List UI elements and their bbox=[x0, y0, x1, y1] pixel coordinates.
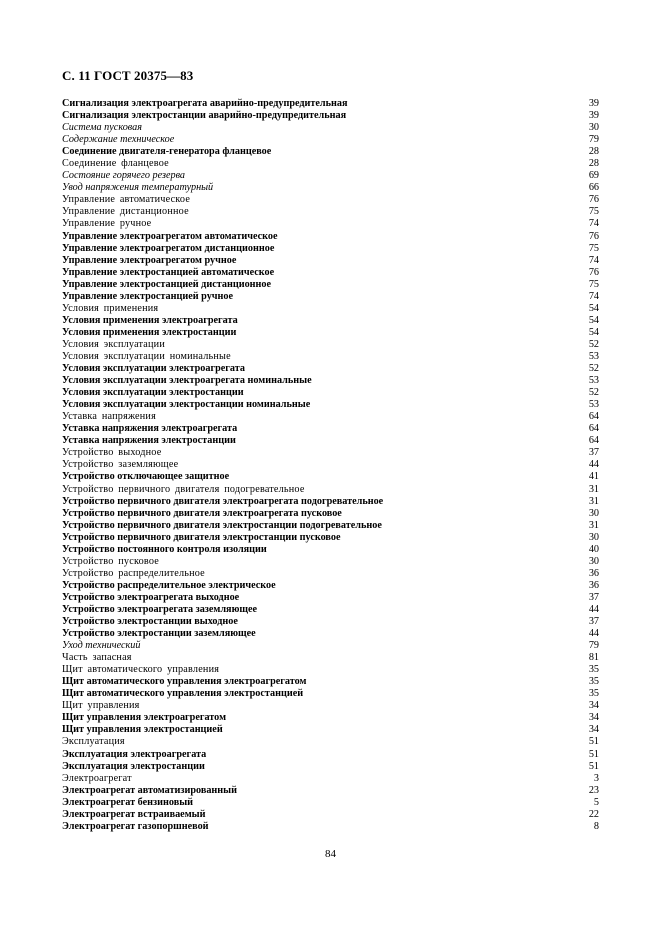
index-entry bbox=[62, 484, 599, 496]
index-entry bbox=[62, 182, 599, 194]
index-entry bbox=[62, 700, 599, 712]
index-entry bbox=[62, 315, 599, 327]
index-term: Щит управления bbox=[62, 700, 140, 712]
index-term: Условия эксплуатации электростанции номинальные bbox=[62, 399, 311, 411]
index-page-ref: 36 bbox=[588, 579, 599, 591]
index-term: Щит управления электроагрегатом bbox=[62, 712, 227, 724]
index-page-ref: 35 bbox=[588, 664, 599, 676]
index-entry bbox=[62, 399, 599, 411]
index-term: Устройство постоянного контроля изоляции bbox=[62, 543, 267, 555]
index-page-ref: 75 bbox=[588, 278, 599, 290]
index-term: Устройство первичного двигателя электростанции пусковое bbox=[62, 531, 341, 543]
index-term: Уставка напряжения электроагрегата bbox=[62, 423, 238, 435]
index-entry bbox=[62, 471, 599, 483]
index-page-ref: 79 bbox=[588, 134, 599, 146]
index-term: Управление электростанцией ручное bbox=[62, 290, 234, 302]
index-entry bbox=[62, 496, 599, 508]
index-entry bbox=[62, 532, 599, 544]
index-entry bbox=[62, 447, 599, 459]
index-entry bbox=[62, 339, 599, 351]
index-term: Щит автоматического управления электростанцией bbox=[62, 688, 304, 700]
index-page-ref: 30 bbox=[588, 507, 599, 519]
index-page-ref: 52 bbox=[588, 338, 599, 350]
index-entry bbox=[62, 267, 599, 279]
index-term: Щит управления электростанцией bbox=[62, 724, 223, 736]
index-term: Эксплуатация электростанции bbox=[62, 760, 205, 772]
index-page-ref: 75 bbox=[588, 242, 599, 254]
index-entry bbox=[62, 255, 599, 267]
index-term: Устройство распределительное bbox=[62, 567, 205, 579]
index-term: Устройство выходное bbox=[62, 447, 162, 459]
index-entry bbox=[62, 351, 599, 363]
index-entry bbox=[62, 749, 599, 761]
index-page-ref: 51 bbox=[588, 760, 599, 772]
page-header: С. 11 ГОСТ 20375—83 bbox=[62, 68, 194, 83]
index-entry bbox=[62, 676, 599, 688]
index-entry bbox=[62, 218, 599, 230]
index-term: Устройство распределительное электрическое bbox=[62, 579, 276, 591]
index-term: Устройство первичного двигателя электроагрегата подогревательное bbox=[62, 495, 384, 507]
index-entry bbox=[62, 291, 599, 303]
index-page-ref: 53 bbox=[588, 375, 599, 387]
index-page-ref: 23 bbox=[588, 784, 599, 796]
index-page-ref: 54 bbox=[588, 302, 599, 314]
index-entry bbox=[62, 785, 599, 797]
index-entry bbox=[62, 423, 599, 435]
index-entry bbox=[62, 327, 599, 339]
index-page-ref: 66 bbox=[588, 182, 599, 194]
index-term: Сигнализация электроагрегата аварийно-предупредительная bbox=[62, 98, 348, 109]
index-page-ref: 51 bbox=[588, 748, 599, 760]
index-entry bbox=[62, 158, 599, 170]
index-term: Условия эксплуатации номинальные bbox=[62, 350, 231, 362]
index-page-ref: 37 bbox=[588, 591, 599, 603]
index-term: Устройство заземляющее bbox=[62, 459, 179, 471]
index-entry bbox=[62, 303, 599, 315]
index-entry bbox=[62, 761, 599, 773]
index-term: Условия применения электроагрегата bbox=[62, 314, 238, 326]
index-page-ref: 51 bbox=[588, 736, 599, 748]
index-entry bbox=[62, 821, 599, 833]
index-page-ref: 34 bbox=[588, 700, 599, 712]
index-entry bbox=[62, 387, 599, 399]
index-term: Устройство электростанции выходное bbox=[62, 616, 238, 628]
index-page-ref: 54 bbox=[588, 326, 599, 338]
index-page-ref: 37 bbox=[588, 616, 599, 628]
index-term: Управление автоматическое bbox=[62, 194, 191, 206]
index-term: Соединение фланцевое bbox=[62, 158, 169, 170]
index-term: Устройство первичного двигателя электростанции подогревательное bbox=[62, 519, 382, 531]
index-page-ref: 52 bbox=[588, 363, 599, 375]
index-page-ref: 35 bbox=[588, 676, 599, 688]
index-term: Электроагрегат бензиновый bbox=[62, 796, 194, 808]
index-page-ref: 28 bbox=[588, 146, 599, 158]
index-term: Состояние горячего резерва bbox=[62, 170, 186, 182]
index-page-ref: 64 bbox=[588, 435, 599, 447]
index-page-ref: 81 bbox=[588, 652, 599, 664]
index-entry bbox=[62, 568, 599, 580]
index-entry bbox=[62, 411, 599, 423]
index-term: Электроагрегат автоматизированный bbox=[62, 784, 237, 796]
index-entry bbox=[62, 797, 599, 809]
index-page-ref: 69 bbox=[588, 170, 599, 182]
index-entry bbox=[62, 194, 599, 206]
index-page-ref: 5 bbox=[593, 796, 599, 808]
index-entry bbox=[62, 556, 599, 568]
index-term: Условия применения bbox=[62, 302, 159, 314]
index-entry bbox=[62, 652, 599, 664]
index-page-ref: 8 bbox=[593, 820, 599, 832]
index-page-ref: 76 bbox=[588, 194, 599, 206]
index-term: Управление электроагрегатом дистанционное bbox=[62, 242, 275, 254]
index-page-ref: 74 bbox=[588, 254, 599, 266]
index-entry bbox=[62, 640, 599, 652]
index-term: Щит автоматического управления электроагрегатом bbox=[62, 676, 307, 688]
index-page-ref: 34 bbox=[588, 724, 599, 736]
index-entry bbox=[62, 134, 599, 146]
index-page-ref: 76 bbox=[588, 230, 599, 242]
index-page-ref: 40 bbox=[588, 543, 599, 555]
index-term: Устройство первичного двигателя подогревательное bbox=[62, 483, 305, 495]
index-term: Условия эксплуатации электроагрегата bbox=[62, 363, 245, 375]
index-page-ref: 41 bbox=[588, 471, 599, 483]
index-page-ref: 74 bbox=[588, 290, 599, 302]
index-page-ref: 79 bbox=[588, 640, 599, 652]
index-page-ref: 39 bbox=[588, 110, 599, 122]
index-entry bbox=[62, 110, 599, 122]
index-page-ref: 44 bbox=[588, 628, 599, 640]
index-page-ref: 37 bbox=[588, 447, 599, 459]
index-term: Соединение двигателя-генератора фланцевое bbox=[62, 146, 272, 158]
index-term: Устройство электроагрегата заземляющее bbox=[62, 603, 257, 615]
index-page-ref: 74 bbox=[588, 218, 599, 230]
index-page-ref: 3 bbox=[593, 772, 599, 784]
index-page-ref: 53 bbox=[588, 350, 599, 362]
index-page-ref: 39 bbox=[588, 98, 599, 109]
index-term: Управление электростанцией дистанционное bbox=[62, 278, 272, 290]
index-page-ref: 28 bbox=[588, 158, 599, 170]
index-entry bbox=[62, 508, 599, 520]
index-page-ref: 34 bbox=[588, 712, 599, 724]
page-number: 84 bbox=[325, 848, 336, 860]
index-page-ref: 31 bbox=[588, 519, 599, 531]
index-page-ref: 64 bbox=[588, 423, 599, 435]
index-term: Устройство электроагрегата выходное bbox=[62, 591, 240, 603]
index-term: Уход технический bbox=[62, 640, 141, 652]
index-term: Уставка напряжения bbox=[62, 411, 156, 423]
index-term: Управление электростанцией автоматическое bbox=[62, 266, 275, 278]
index-term: Устройство отключающее защитное bbox=[62, 471, 230, 483]
index-page-ref: 30 bbox=[588, 531, 599, 543]
index-entry bbox=[62, 736, 599, 748]
index-term: Электроагрегат bbox=[62, 772, 132, 784]
index-term: Управление ручное bbox=[62, 218, 152, 230]
index-term: Эксплуатация bbox=[62, 736, 125, 748]
index-term: Условия эксплуатации bbox=[62, 338, 165, 350]
index-entry bbox=[62, 243, 599, 255]
index-page-ref: 64 bbox=[588, 411, 599, 423]
index-term: Эксплуатация электроагрегата bbox=[62, 748, 207, 760]
index-entry bbox=[62, 231, 599, 243]
index-term: Содержание техническое bbox=[62, 134, 175, 146]
index-entry bbox=[62, 628, 599, 640]
index-entry bbox=[62, 146, 599, 158]
index-term: Сигнализация электростанции аварийно-предупредительная bbox=[62, 110, 347, 122]
index-entry bbox=[62, 375, 599, 387]
index-entry bbox=[62, 809, 599, 821]
index-entry bbox=[62, 592, 599, 604]
index-page-ref: 52 bbox=[588, 387, 599, 399]
index-entry bbox=[62, 170, 599, 182]
index-page-ref: 22 bbox=[588, 808, 599, 820]
index-entry bbox=[62, 122, 599, 134]
index-entry bbox=[62, 580, 599, 592]
index-page-ref: 53 bbox=[588, 399, 599, 411]
index-term: Устройство первичного двигателя электроагрегата пусковое bbox=[62, 507, 342, 519]
index-page-ref: 31 bbox=[588, 495, 599, 507]
index-page-ref: 54 bbox=[588, 314, 599, 326]
index-term: Часть запасная bbox=[62, 652, 132, 664]
index-entry bbox=[62, 724, 599, 736]
index-page-ref: 76 bbox=[588, 266, 599, 278]
index-term: Устройство электростанции заземляющее bbox=[62, 628, 256, 640]
index-entry bbox=[62, 206, 599, 218]
index-term: Условия применения электростанции bbox=[62, 326, 237, 338]
index-page-ref: 44 bbox=[588, 459, 599, 471]
index-entry bbox=[62, 604, 599, 616]
index-term: Электроагрегат встраиваемый bbox=[62, 808, 206, 820]
index-term: Управление электроагрегатом автоматическое bbox=[62, 230, 278, 242]
index-page-ref: 75 bbox=[588, 206, 599, 218]
index-entry bbox=[62, 363, 599, 375]
index-entry bbox=[62, 459, 599, 471]
index-page-ref: 35 bbox=[588, 688, 599, 700]
index-entry bbox=[62, 279, 599, 291]
index-list bbox=[62, 98, 599, 833]
index-page-ref: 36 bbox=[588, 567, 599, 579]
index-entry bbox=[62, 520, 599, 532]
index-page-ref: 31 bbox=[588, 483, 599, 495]
index-entry bbox=[62, 664, 599, 676]
index-term: Управление электроагрегатом ручное bbox=[62, 254, 237, 266]
index-term: Условия эксплуатации электроагрегата номинальные bbox=[62, 375, 312, 387]
index-entry bbox=[62, 544, 599, 556]
index-entry bbox=[62, 688, 599, 700]
index-term: Увод напряжения температурный bbox=[62, 182, 214, 194]
index-term: Управление дистанционное bbox=[62, 206, 189, 218]
index-page-ref: 30 bbox=[588, 122, 599, 134]
index-page-ref: 30 bbox=[588, 555, 599, 567]
index-term: Система пусковая bbox=[62, 122, 142, 134]
index-page-ref: 44 bbox=[588, 603, 599, 615]
index-term: Уставка напряжения электростанции bbox=[62, 435, 236, 447]
index-entry bbox=[62, 435, 599, 447]
index-term: Электроагрегат газопоршневой bbox=[62, 820, 209, 832]
index-term: Щит автоматического управления bbox=[62, 664, 220, 676]
index-entry bbox=[62, 98, 599, 110]
index-term: Условия эксплуатации электростанции bbox=[62, 387, 244, 399]
index-entry bbox=[62, 712, 599, 724]
index-term: Устройство пусковое bbox=[62, 555, 159, 567]
index-entry bbox=[62, 616, 599, 628]
index-entry bbox=[62, 773, 599, 785]
